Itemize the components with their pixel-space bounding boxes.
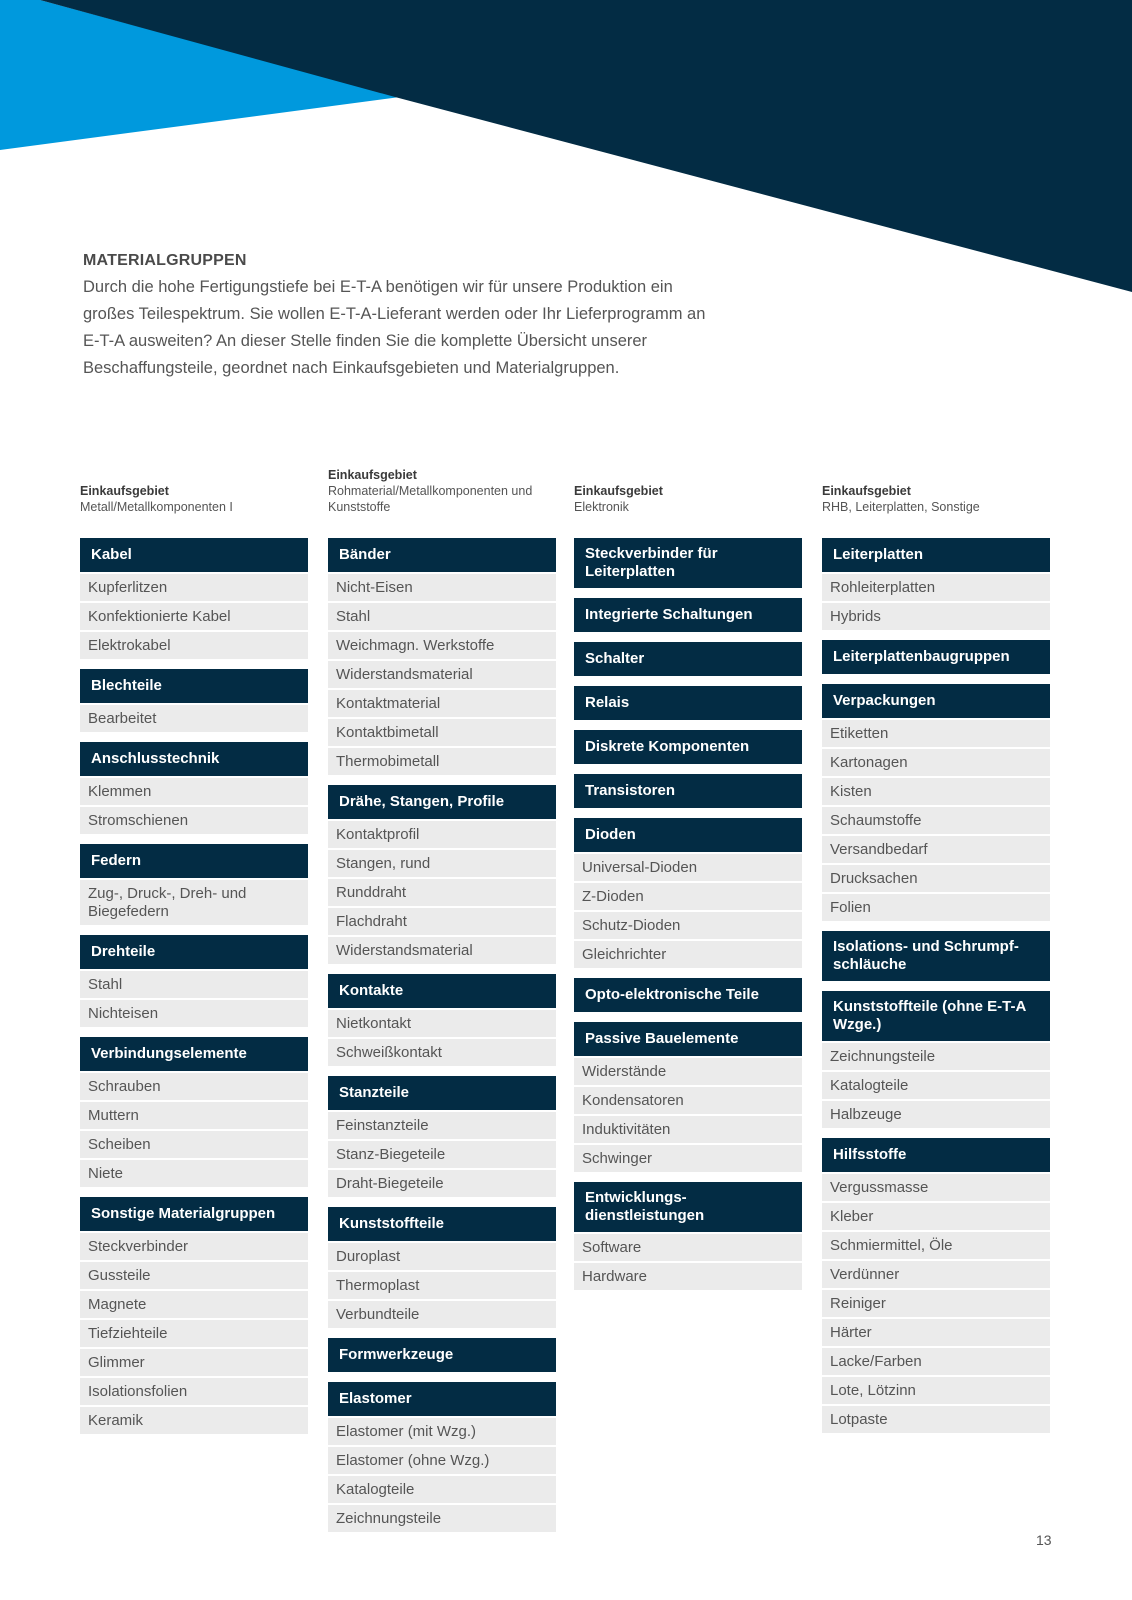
material-group [822,931,1050,981]
group-item: Vergussmasse [822,1174,1050,1201]
group-heading: Kabel [80,538,308,572]
group-item: Schutz-Dioden [574,912,802,939]
group-item: Elektrokabel [80,632,308,659]
group-heading: Transistoren [574,774,802,808]
group-heading: Diskrete Komponenten [574,730,802,764]
banner-navy-shape [40,0,1132,292]
material-group [574,642,802,676]
group-item: Klemmen [80,778,308,805]
group-item: Thermobimetall [328,748,556,775]
material-group [80,935,308,1027]
group-heading: Kunststoffteile (ohne E-T-A Wzge.) [822,991,1050,1041]
group-item: Gussteile [80,1262,308,1289]
group-item: Glimmer [80,1349,308,1376]
group-item: Z-Dioden [574,883,802,910]
group-item: Schrauben [80,1073,308,1100]
column-label: Einkaufsgebiet [574,484,663,498]
group-item: Kupferlitzen [80,574,308,601]
column-3-heading [574,483,802,515]
column-metall [80,538,308,1444]
group-heading: Integrierte Schaltungen [574,598,802,632]
group-heading: Kontakte [328,974,556,1008]
group-item: Stanz-Biegeteile [328,1141,556,1168]
group-item: Hardware [574,1263,802,1290]
group-item: Lacke/Farben [822,1348,1050,1375]
group-heading: Schalter [574,642,802,676]
material-group [328,974,556,1066]
material-group [328,1382,556,1532]
group-item: Runddraht [328,879,556,906]
group-heading: Kunststoffteile [328,1207,556,1241]
group-item: Schaumstoffe [822,807,1050,834]
group-item: Isolationsfolien [80,1378,308,1405]
group-item: Keramik [80,1407,308,1434]
group-item: Widerstandsmaterial [328,661,556,688]
column-label: Einkaufsgebiet [328,468,417,482]
group-item: Zeichnungsteile [822,1043,1050,1070]
group-item: Härter [822,1319,1050,1346]
material-group [822,684,1050,921]
group-item: Hybrids [822,603,1050,630]
group-item: Schmiermittel, Öle [822,1232,1050,1259]
material-group [80,669,308,732]
group-item: Zeichnungsteile [328,1505,556,1532]
column-rohmaterial [328,538,556,1542]
group-item: Stahl [328,603,556,630]
group-item: Duroplast [328,1243,556,1270]
group-item: Induktivitäten [574,1116,802,1143]
group-item: Draht-Biegeteile [328,1170,556,1197]
group-item: Steckverbinder [80,1233,308,1260]
group-item: Nichteisen [80,1000,308,1027]
group-item: Kleber [822,1203,1050,1230]
group-item: Stromschienen [80,807,308,834]
column-area: Elektronik [574,500,629,514]
material-group [574,538,802,588]
group-heading: Steckverbinder für Leiterplatten [574,538,802,588]
group-heading: Relais [574,686,802,720]
column-1-heading [80,483,308,515]
group-item: Weichmagn. Werkstoffe [328,632,556,659]
material-group [574,1022,802,1172]
group-item: Muttern [80,1102,308,1129]
column-label: Einkaufsgebiet [80,484,169,498]
column-elektronik [574,538,802,1300]
group-item: Flachdraht [328,908,556,935]
group-item: Drucksachen [822,865,1050,892]
group-item: Lotpaste [822,1406,1050,1433]
group-item: Konfektionierte Kabel [80,603,308,630]
group-heading: Leiterplattenbaugruppen [822,640,1050,674]
group-item: Software [574,1234,802,1261]
group-item: Magnete [80,1291,308,1318]
group-heading: Verpackungen [822,684,1050,718]
material-group [328,1207,556,1328]
group-heading: Verbindungselemente [80,1037,308,1071]
group-heading: Drehteile [80,935,308,969]
material-group [574,818,802,968]
intro-section [83,252,723,382]
group-item: Stangen, rund [328,850,556,877]
group-item: Stahl [80,971,308,998]
group-heading: Formwerkzeuge [328,1338,556,1372]
group-heading: Bänder [328,538,556,572]
column-4-heading [822,483,1050,515]
material-group [80,1197,308,1434]
group-item: Tiefziehteile [80,1320,308,1347]
group-item: Zug-, Druck-, Dreh- und Biegefedern [80,880,308,925]
group-heading: Sonstige Materialgruppen [80,1197,308,1231]
material-group [574,598,802,632]
group-heading: Federn [80,844,308,878]
group-item: Versandbedarf [822,836,1050,863]
group-item: Gleichrichter [574,941,802,968]
group-item: Elastomer (ohne Wzg.) [328,1447,556,1474]
column-area: Metall/Metallkomponenten I [80,500,233,514]
group-heading: Drähe, Stangen, Profile [328,785,556,819]
group-heading: Stanzteile [328,1076,556,1110]
group-item: Rohleiterplatten [822,574,1050,601]
group-heading: Blechteile [80,669,308,703]
column-2-heading [328,467,556,515]
group-item: Kontaktprofil [328,821,556,848]
group-heading: Dioden [574,818,802,852]
material-group [574,978,802,1012]
column-area: Rohmaterial/Metallkomponenten und Kunststoffe [328,484,533,514]
group-item: Schweißkontakt [328,1039,556,1066]
group-item: Niete [80,1160,308,1187]
group-item: Nietkontakt [328,1010,556,1037]
group-item: Widerstände [574,1058,802,1085]
group-item: Scheiben [80,1131,308,1158]
material-group [822,1138,1050,1433]
material-group [80,538,308,659]
group-item: Bearbeitet [80,705,308,732]
group-item: Kontaktbimetall [328,719,556,746]
material-group [80,742,308,834]
group-heading: Elastomer [328,1382,556,1416]
group-item: Verbundteile [328,1301,556,1328]
group-item: Kontaktmaterial [328,690,556,717]
group-heading: Entwicklungs-dienstleistungen [574,1182,802,1232]
group-heading: Hilfsstoffe [822,1138,1050,1172]
group-heading: Anschlusstechnik [80,742,308,776]
material-group [328,538,556,775]
material-group [574,730,802,764]
intro-paragraph: Durch die hohe Fertigungstiefe bei E-T-A benötigen wir für unsere Produktion ein großes Teilespektrum. Sie wollen E-T-A-Lieferant werden oder Ihr Lieferprogramm an E-T-A ausweiten? An dieser Stelle finden Sie die komplette Übersicht unserer Beschaffungsteile, geordnet nach Einkaufsgebieten und Materialgruppen. [83,278,706,377]
group-item: Verdünner [822,1261,1050,1288]
group-item: Katalogteile [822,1072,1050,1099]
column-rhb [822,538,1050,1443]
column-label: Einkaufsgebiet [822,484,911,498]
material-group [574,774,802,808]
material-group [822,538,1050,630]
page-title: MATERIALGRUPPEN [83,252,247,269]
group-heading: Leiterplatten [822,538,1050,572]
material-group [328,785,556,964]
group-heading: Passive Bauelemente [574,1022,802,1056]
material-group [574,1182,802,1290]
material-group [574,686,802,720]
group-item: Thermoplast [328,1272,556,1299]
group-item: Nicht-Eisen [328,574,556,601]
group-item: Katalogteile [328,1476,556,1503]
group-item: Universal-Dioden [574,854,802,881]
material-group [80,1037,308,1187]
group-item: Folien [822,894,1050,921]
group-item: Kartonagen [822,749,1050,776]
group-item: Schwinger [574,1145,802,1172]
group-heading: Isolations- und Schrumpf-schläuche [822,931,1050,981]
material-group [822,991,1050,1128]
material-group [328,1076,556,1197]
column-area: RHB, Leiterplatten, Sonstige [822,500,980,514]
group-item: Feinstanzteile [328,1112,556,1139]
group-item: Lote, Lötzinn [822,1377,1050,1404]
group-item: Widerstandsmaterial [328,937,556,964]
material-group [80,844,308,925]
page-number: 13 [1036,1532,1052,1548]
group-heading: Opto-elektronische Teile [574,978,802,1012]
material-group [822,640,1050,674]
group-item: Kondensatoren [574,1087,802,1114]
group-item: Etiketten [822,720,1050,747]
group-item: Kisten [822,778,1050,805]
group-item: Reiniger [822,1290,1050,1317]
group-item: Halbzeuge [822,1101,1050,1128]
group-item: Elastomer (mit Wzg.) [328,1418,556,1445]
material-group [328,1338,556,1372]
